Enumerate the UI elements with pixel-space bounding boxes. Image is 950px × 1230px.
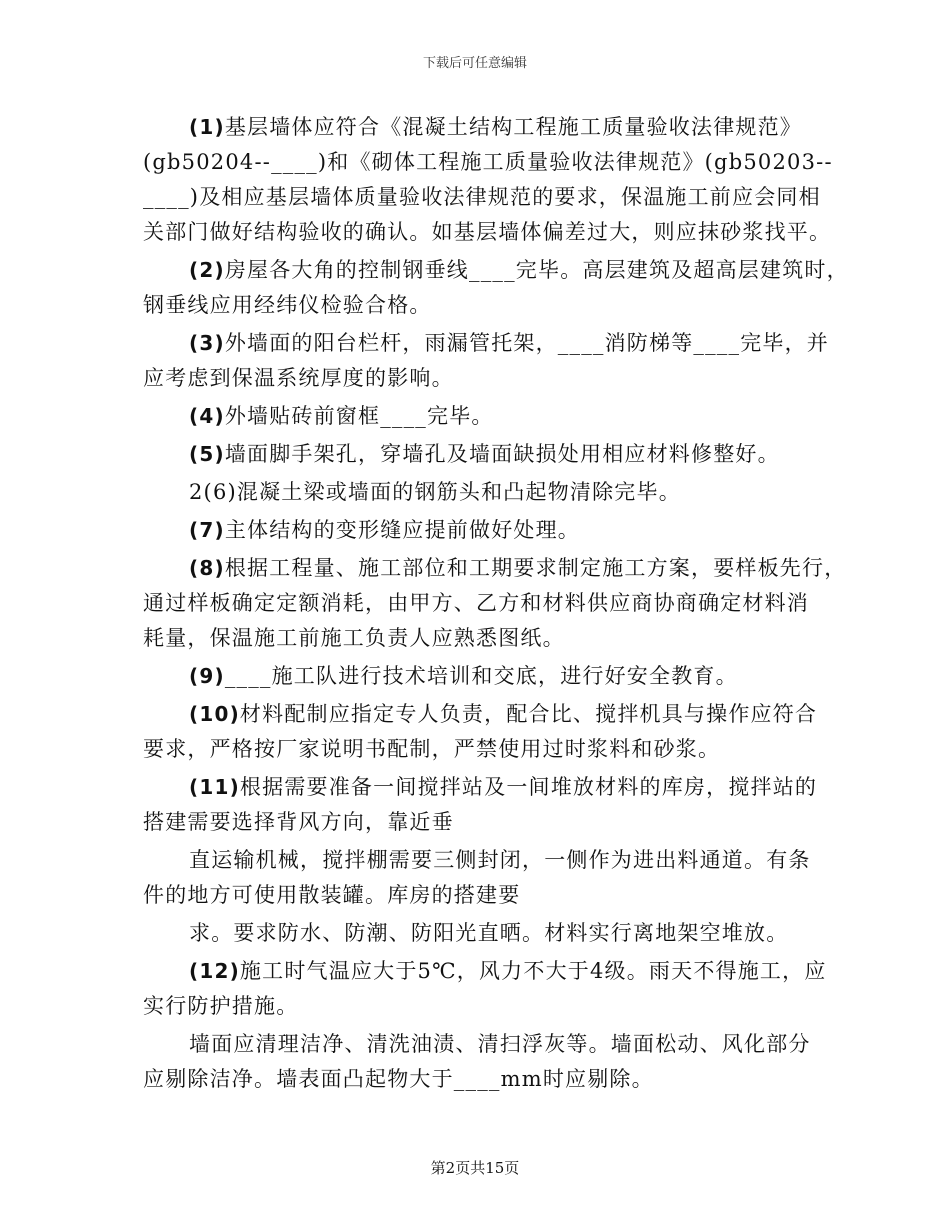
line-text: 应剔除洁净。墙表面凸起物大于____mm时应剔除。 <box>143 1067 654 1091</box>
paragraph <box>143 954 827 1024</box>
item-number: (8) <box>189 556 225 580</box>
text-line <box>143 551 847 586</box>
text-line <box>143 110 823 145</box>
item-number: (11) <box>189 775 240 799</box>
line-text: 墙面应清理洁净、清洗油渍、清扫浮灰等。墙面松动、风化部分 <box>189 1032 811 1056</box>
text-line <box>143 1027 823 1062</box>
item-number: (10) <box>189 702 240 726</box>
item-number: (1) <box>189 115 225 139</box>
line-text: 2(6)混凝土梁或墙面的钢筋头和凸起物清除完毕。 <box>189 480 681 504</box>
line-text: ____施工队进行技术培训和交底，进行好安全教育。 <box>224 664 738 688</box>
line-text: 施工时气温应大于5℃，风力不大于4级。雨天不得施工，应 <box>239 959 827 983</box>
line-text: 墙面脚手架孔，穿墙孔及墙面缺损处用相应材料修整好。 <box>224 442 780 466</box>
item-number: (7) <box>189 518 225 542</box>
text-line <box>143 843 823 878</box>
page-footer: 第2页共15页 <box>430 1159 520 1177</box>
text-line <box>143 916 823 951</box>
line-text: 钢垂线应用经纬仪检验合格。 <box>143 293 432 317</box>
text-line <box>143 437 823 472</box>
text-line <box>143 621 823 656</box>
item-number: (4) <box>189 404 225 428</box>
paragraph <box>143 551 847 656</box>
text-line <box>143 253 849 288</box>
line-text: 通过样板确定定额消耗，由甲方、乙方和材料供应商协商确定材料消 <box>143 591 809 615</box>
text-line <box>143 215 832 250</box>
line-text: 直运输机械，搅拌棚需要三侧封闭，一侧作为进出料通道。有条 <box>189 848 811 872</box>
line-text: 房屋各大角的控制钢垂线____完毕。高层建筑及超高层建筑时， <box>224 258 849 282</box>
line-text: 实行防护措施。 <box>143 994 299 1018</box>
item-number: (12) <box>189 959 240 983</box>
paragraph <box>143 475 823 510</box>
paragraph <box>143 697 823 767</box>
paragraph <box>143 253 849 323</box>
line-text: 要求，严格按厂家说明书配制，严禁使用过时浆料和砂浆。 <box>143 737 721 761</box>
paragraph <box>143 659 823 694</box>
paragraph <box>143 843 823 913</box>
text-line <box>143 659 823 694</box>
line-text: 应考虑到保温系统厚度的影响。 <box>143 366 454 390</box>
paragraph <box>143 326 830 396</box>
text-line <box>143 475 823 510</box>
page-header: 下载后可任意编辑 <box>422 56 527 71</box>
document-body <box>143 110 849 1097</box>
text-line <box>143 878 823 913</box>
item-number: (3) <box>189 331 225 355</box>
paragraph <box>143 1027 823 1097</box>
item-number: (2) <box>189 258 225 282</box>
text-line <box>143 145 833 180</box>
text-line <box>143 732 823 767</box>
line-text: (gb50204--____)和《砌体工程施工质量验收法律规范》(gb50203-- <box>143 150 833 174</box>
text-line <box>143 1062 823 1097</box>
item-number: (9) <box>189 664 225 688</box>
line-text: 外墙面的阳台栏杆，雨漏管托架，____消防梯等____完毕，并 <box>224 331 830 355</box>
text-line <box>143 399 823 434</box>
paragraph <box>143 916 823 951</box>
text-line <box>143 770 823 805</box>
text-line <box>143 586 823 621</box>
line-text: ____)及相应基层墙体质量验收法律规范的要求，保温施工前应会同相 <box>143 185 821 209</box>
line-text: 基层墙体应符合《混凝土结构工程施工质量验收法律规范》 <box>224 115 803 139</box>
paragraph <box>143 513 823 548</box>
line-text: 外墙贴砖前窗框____完毕。 <box>224 404 494 428</box>
text-line <box>143 326 830 361</box>
line-text: 根据需要准备一间搅拌站及一间堆放材料的库房，搅拌站的 <box>239 775 818 799</box>
paragraph <box>143 399 823 434</box>
text-line <box>143 513 823 548</box>
text-line <box>143 697 823 732</box>
paragraph <box>143 770 823 840</box>
text-line <box>143 361 823 396</box>
line-text: 根据工程量、施工部位和工期要求制定施工方案，要样板先行， <box>224 556 847 580</box>
paragraph <box>143 437 823 472</box>
line-text: 主体结构的变形缝应提前做好处理。 <box>224 518 581 542</box>
text-line <box>143 180 823 215</box>
line-text: 关部门做好结构验收的确认。如基层墙体偏差过大，则应抹砂浆找平。 <box>143 220 832 244</box>
line-text: 材料配制应指定专人负责，配合比、搅拌机具与操作应符合 <box>239 702 818 726</box>
line-text: 耗量，保温施工前施工负责人应熟悉图纸。 <box>143 626 565 650</box>
paragraph <box>143 110 833 250</box>
line-text: 搭建需要选择背风方向，靠近垂 <box>143 810 454 834</box>
text-line <box>143 288 823 323</box>
line-text: 求。要求防水、防潮、防阳光直晒。材料实行离地架空堆放。 <box>189 921 789 945</box>
text-line <box>143 805 823 840</box>
item-number: (5) <box>189 442 225 466</box>
text-line <box>143 989 823 1024</box>
text-line <box>143 954 827 989</box>
line-text: 件的地方可使用散装罐。库房的搭建要 <box>143 883 521 907</box>
